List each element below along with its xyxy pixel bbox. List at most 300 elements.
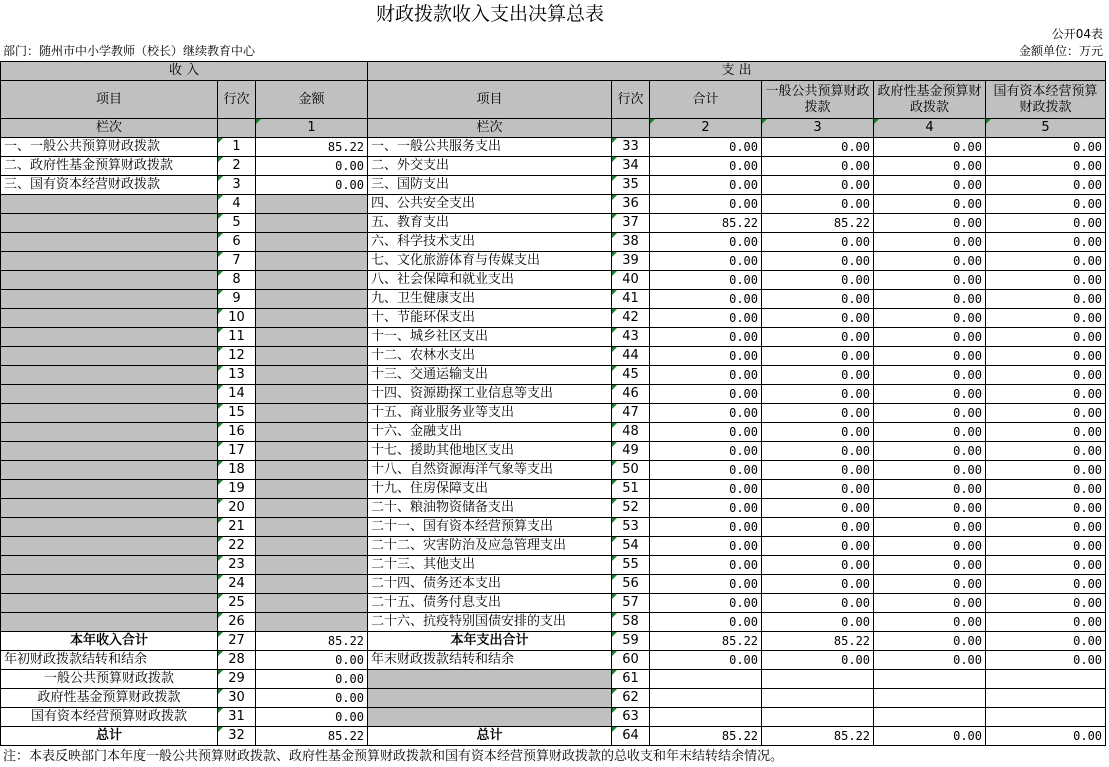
expense-line-no: 56 [612, 575, 650, 594]
expense-line-no: 38 [612, 233, 650, 252]
expense-state: 0.00 [986, 556, 1106, 575]
income-item: 一、一般公共预算财政拨款 [1, 138, 218, 157]
carry-in-amount: 0.00 [256, 651, 368, 670]
expense-state: 0.00 [986, 347, 1106, 366]
expense-total [650, 708, 762, 727]
income-col-label: 栏次 [1, 119, 218, 138]
income-item [1, 518, 218, 537]
expense-fund: 0.00 [874, 480, 986, 499]
carry-out-g: 0.00 [762, 651, 874, 670]
expense-total: 0.00 [650, 537, 762, 556]
income-item [1, 233, 218, 252]
income-item [1, 347, 218, 366]
expense-item: 十三、交通运输支出 [368, 366, 612, 385]
carryover-sub-row [1, 670, 1106, 689]
expense-general: 0.00 [762, 480, 874, 499]
expense-state: 0.00 [986, 423, 1106, 442]
grand-expense-s: 0.00 [986, 727, 1106, 746]
expense-state: 0.00 [986, 385, 1106, 404]
income-line-no: 11 [218, 328, 256, 347]
expense-fund: 0.00 [874, 556, 986, 575]
table-row [1, 442, 1106, 461]
expense-general: 0.00 [762, 575, 874, 594]
expense-fund: 0.00 [874, 404, 986, 423]
income-line-no: 6 [218, 233, 256, 252]
income-line-no: 30 [218, 689, 256, 708]
carry-in-sub-label: 政府性基金预算财政拨款 [1, 689, 218, 708]
income-line-no: 26 [218, 613, 256, 632]
income-item [1, 613, 218, 632]
expense-state: 0.00 [986, 537, 1106, 556]
expense-state: 0.00 [986, 575, 1106, 594]
income-line-no: 7 [218, 252, 256, 271]
income-line-no: 18 [218, 461, 256, 480]
table-row [1, 347, 1106, 366]
income-amount [256, 461, 368, 480]
income-amount [256, 214, 368, 233]
table-number: 公开04表 [1051, 27, 1103, 41]
expense-general: 0.00 [762, 138, 874, 157]
expense-item: 二十三、其他支出 [368, 556, 612, 575]
income-line-no: 25 [218, 594, 256, 613]
table-row [1, 138, 1106, 157]
income-amount [256, 423, 368, 442]
income-line-no: 29 [218, 670, 256, 689]
income-amount [256, 575, 368, 594]
expense-item: 十二、农林水支出 [368, 347, 612, 366]
income-line-no: 24 [218, 575, 256, 594]
expense-line-no: 42 [612, 309, 650, 328]
income-item [1, 309, 218, 328]
expense-general: 85.22 [762, 214, 874, 233]
expense-line-no: 62 [612, 689, 650, 708]
unit-label: 金额单位：万元 [1018, 44, 1103, 58]
expense-item: 十一、城乡社区支出 [368, 328, 612, 347]
expense-general: 0.00 [762, 385, 874, 404]
expense-year-total-label: 本年支出合计 [368, 632, 612, 651]
expense-line-no: 52 [612, 499, 650, 518]
income-item [1, 404, 218, 423]
expense-general: 0.00 [762, 195, 874, 214]
grand-total-amount: 85.22 [256, 727, 368, 746]
report-title: 财政拨款收入支出决算总表 [375, 3, 604, 25]
expense-state: 0.00 [986, 613, 1106, 632]
expense-fund [874, 689, 986, 708]
income-amount [256, 252, 368, 271]
table-row [1, 385, 1106, 404]
table-row [1, 309, 1106, 328]
expense-general [762, 689, 874, 708]
year-total-row [1, 632, 1106, 651]
table-row [1, 176, 1106, 195]
expense-total: 0.00 [650, 233, 762, 252]
income-line-no: 2 [218, 157, 256, 176]
expense-line-header: 行次 [612, 81, 650, 119]
expense-fund: 0.00 [874, 309, 986, 328]
expense-line-no: 51 [612, 480, 650, 499]
expense-fund: 0.00 [874, 157, 986, 176]
expense-line-no: 47 [612, 404, 650, 423]
expense-item: 二十四、债务还本支出 [368, 575, 612, 594]
col-number-5: 5 [986, 119, 1106, 138]
expense-fund: 0.00 [874, 347, 986, 366]
expense-item: 四、公共安全支出 [368, 195, 612, 214]
expense-item: 二十五、债务付息支出 [368, 594, 612, 613]
expense-line-no: 49 [612, 442, 650, 461]
income-line-header: 行次 [218, 81, 256, 119]
expense-section-header: 支 出 [368, 62, 1106, 81]
expense-state: 0.00 [986, 328, 1106, 347]
expense-item: 一、一般公共服务支出 [368, 138, 612, 157]
table-row [1, 613, 1106, 632]
col-number-3: 3 [762, 119, 874, 138]
expense-general: 0.00 [762, 442, 874, 461]
table-row [1, 195, 1106, 214]
income-line-no: 22 [218, 537, 256, 556]
expense-line-no: 60 [612, 651, 650, 670]
expense-fund: 0.00 [874, 423, 986, 442]
expense-fund: 0.00 [874, 613, 986, 632]
expense-fund: 0.00 [874, 366, 986, 385]
income-item [1, 385, 218, 404]
expense-total: 0.00 [650, 176, 762, 195]
expense-item: 三、国防支出 [368, 176, 612, 195]
expense-line-no: 57 [612, 594, 650, 613]
income-item [1, 556, 218, 575]
expense-line-no: 45 [612, 366, 650, 385]
expense-year-total-g: 85.22 [762, 632, 874, 651]
col-number-4: 4 [874, 119, 986, 138]
expense-general: 0.00 [762, 366, 874, 385]
income-amount [256, 385, 368, 404]
income-amount [256, 347, 368, 366]
carry-out-s: 0.00 [986, 651, 1106, 670]
expense-state: 0.00 [986, 290, 1106, 309]
expense-general [762, 708, 874, 727]
expense-state: 0.00 [986, 480, 1106, 499]
expense-fund [874, 670, 986, 689]
income-amount [256, 613, 368, 632]
expense-fund: 0.00 [874, 575, 986, 594]
expense-line-no: 55 [612, 556, 650, 575]
income-amount [256, 233, 368, 252]
expense-total: 0.00 [650, 290, 762, 309]
expense-line-no: 35 [612, 176, 650, 195]
income-amount [256, 537, 368, 556]
income-line-no: 27 [218, 632, 256, 651]
carry-in-sub-label: 国有资本经营预算财政拨款 [1, 708, 218, 727]
grand-expense-t: 85.22 [650, 727, 762, 746]
table-row [1, 157, 1106, 176]
income-item [1, 575, 218, 594]
expense-item: 十七、援助其他地区支出 [368, 442, 612, 461]
expense-fund: 0.00 [874, 195, 986, 214]
income-item [1, 214, 218, 233]
expense-line-no: 41 [612, 290, 650, 309]
expense-total [650, 689, 762, 708]
expense-state: 0.00 [986, 366, 1106, 385]
expense-total: 0.00 [650, 309, 762, 328]
income-line-no: 4 [218, 195, 256, 214]
expense-line-no: 53 [612, 518, 650, 537]
expense-total: 0.00 [650, 518, 762, 537]
income-amount-header: 金额 [256, 81, 368, 119]
expense-item: 五、教育支出 [368, 214, 612, 233]
income-amount [256, 518, 368, 537]
income-amount: 85.22 [256, 138, 368, 157]
expense-state: 0.00 [986, 594, 1106, 613]
expense-general: 0.00 [762, 499, 874, 518]
expense-item [368, 708, 612, 727]
income-line-no: 19 [218, 480, 256, 499]
general-budget-header: 一般公共预算财政拨款 [762, 81, 874, 119]
table-row [1, 480, 1106, 499]
expense-general: 0.00 [762, 309, 874, 328]
income-item [1, 271, 218, 290]
expense-fund: 0.00 [874, 290, 986, 309]
income-amount [256, 309, 368, 328]
expense-general [762, 670, 874, 689]
total-header: 合计 [650, 81, 762, 119]
expense-line-no: 44 [612, 347, 650, 366]
state-capital-header: 国有资本经营预算财政拨款 [986, 81, 1106, 119]
income-amount [256, 442, 368, 461]
income-line-no: 20 [218, 499, 256, 518]
income-amount [256, 480, 368, 499]
expense-line-no: 33 [612, 138, 650, 157]
expense-total: 0.00 [650, 328, 762, 347]
table-row [1, 271, 1106, 290]
expense-line-no: 36 [612, 195, 650, 214]
expense-line-no: 40 [612, 271, 650, 290]
expense-general: 0.00 [762, 271, 874, 290]
grand-total-label: 总计 [1, 727, 218, 746]
expense-line-no: 63 [612, 708, 650, 727]
expense-state [986, 670, 1106, 689]
carry-in-sub-amount: 0.00 [256, 689, 368, 708]
expense-item: 十四、资源勘探工业信息等支出 [368, 385, 612, 404]
expense-line-no: 58 [612, 613, 650, 632]
table-row [1, 252, 1106, 271]
table-row [1, 594, 1106, 613]
expense-total: 0.00 [650, 404, 762, 423]
expense-state [986, 689, 1106, 708]
expense-total: 0.00 [650, 594, 762, 613]
income-year-total-label: 本年收入合计 [1, 632, 218, 651]
expense-state: 0.00 [986, 252, 1106, 271]
income-item [1, 252, 218, 271]
expense-item: 九、卫生健康支出 [368, 290, 612, 309]
expense-state: 0.00 [986, 461, 1106, 480]
income-item [1, 594, 218, 613]
expense-line-no: 46 [612, 385, 650, 404]
expense-state: 0.00 [986, 442, 1106, 461]
expense-total: 0.00 [650, 157, 762, 176]
expense-item: 二十六、抗疫特别国债安排的支出 [368, 613, 612, 632]
income-item: 二、政府性基金预算财政拨款 [1, 157, 218, 176]
column-number-row [1, 119, 1106, 138]
expense-line-no: 54 [612, 537, 650, 556]
expense-general: 0.00 [762, 157, 874, 176]
col-number-2: 2 [650, 119, 762, 138]
income-amount [256, 499, 368, 518]
carry-in-label: 年初财政拨款结转和结余 [1, 651, 218, 670]
carry-out-label: 年末财政拨款结转和结余 [368, 651, 612, 670]
expense-fund: 0.00 [874, 271, 986, 290]
income-item [1, 480, 218, 499]
income-line-no: 14 [218, 385, 256, 404]
expense-total: 0.00 [650, 461, 762, 480]
table-row [1, 518, 1106, 537]
income-line-no: 8 [218, 271, 256, 290]
expense-general: 0.00 [762, 556, 874, 575]
expense-state: 0.00 [986, 499, 1106, 518]
grand-expense-g: 85.22 [762, 727, 874, 746]
income-item [1, 423, 218, 442]
expense-item: 八、社会保障和就业支出 [368, 271, 612, 290]
grand-total-row [1, 727, 1106, 746]
expense-general: 0.00 [762, 423, 874, 442]
expense-total: 0.00 [650, 138, 762, 157]
income-year-total-amount: 85.22 [256, 632, 368, 651]
income-item [1, 537, 218, 556]
expense-total: 0.00 [650, 499, 762, 518]
income-amount [256, 290, 368, 309]
income-item [1, 290, 218, 309]
expense-item: 二十、粮油物资储备支出 [368, 499, 612, 518]
expense-general: 0.00 [762, 594, 874, 613]
table-row [1, 328, 1106, 347]
expense-fund: 0.00 [874, 328, 986, 347]
expense-state: 0.00 [986, 233, 1106, 252]
expense-state: 0.00 [986, 518, 1106, 537]
income-line-no: 3 [218, 176, 256, 195]
expense-year-total-t: 85.22 [650, 632, 762, 651]
expense-fund: 0.00 [874, 537, 986, 556]
income-item [1, 195, 218, 214]
expense-general: 0.00 [762, 290, 874, 309]
expense-general: 0.00 [762, 347, 874, 366]
table-row [1, 575, 1106, 594]
expense-general: 0.00 [762, 537, 874, 556]
table-row [1, 461, 1106, 480]
income-amount: 0.00 [256, 176, 368, 195]
expense-state: 0.00 [986, 195, 1106, 214]
expense-total: 85.22 [650, 214, 762, 233]
expense-state: 0.00 [986, 309, 1106, 328]
expense-state [986, 708, 1106, 727]
income-item [1, 328, 218, 347]
expense-line-no: 37 [612, 214, 650, 233]
expense-total: 0.00 [650, 195, 762, 214]
expense-fund: 0.00 [874, 594, 986, 613]
table-row [1, 290, 1106, 309]
income-line-no: 12 [218, 347, 256, 366]
income-amount [256, 404, 368, 423]
expense-item: 十八、自然资源海洋气象等支出 [368, 461, 612, 480]
expense-total: 0.00 [650, 423, 762, 442]
expense-line-no: 48 [612, 423, 650, 442]
carry-in-sub-amount: 0.00 [256, 670, 368, 689]
carryover-sub-row [1, 708, 1106, 727]
col-number-1: 1 [256, 119, 368, 138]
expense-fund: 0.00 [874, 138, 986, 157]
income-line-no: 5 [218, 214, 256, 233]
grand-expense-label: 总计 [368, 727, 612, 746]
department-label: 部门：随州市中小学教师（校长）继续教育中心 [3, 44, 256, 58]
expense-general: 0.00 [762, 176, 874, 195]
expense-line-no: 39 [612, 252, 650, 271]
expense-general: 0.00 [762, 233, 874, 252]
expense-item: 二、外交支出 [368, 157, 612, 176]
expense-item: 十九、住房保障支出 [368, 480, 612, 499]
expense-state: 0.00 [986, 157, 1106, 176]
income-line-no: 31 [218, 708, 256, 727]
expense-fund: 0.00 [874, 461, 986, 480]
expense-item: 七、文化旅游体育与传媒支出 [368, 252, 612, 271]
expense-state: 0.00 [986, 138, 1106, 157]
footnote: 注：本表反映部门本年度一般公共预算财政拨款、政府性基金预算财政拨款和国有资本经营预算财政拨款的总收支和年末结转结余情况。 [3, 749, 784, 764]
expense-total: 0.00 [650, 556, 762, 575]
expense-general: 0.00 [762, 461, 874, 480]
income-line-no: 1 [218, 138, 256, 157]
expense-line-no: 61 [612, 670, 650, 689]
expense-item-header: 项目 [368, 81, 612, 119]
table-row [1, 423, 1106, 442]
expense-fund: 0.00 [874, 518, 986, 537]
expense-general: 0.00 [762, 328, 874, 347]
income-line-no: 13 [218, 366, 256, 385]
expense-total: 0.00 [650, 385, 762, 404]
income-line-no: 15 [218, 404, 256, 423]
expense-item: 十、节能环保支出 [368, 309, 612, 328]
expense-line-no: 50 [612, 461, 650, 480]
expense-item [368, 689, 612, 708]
expense-general: 0.00 [762, 404, 874, 423]
income-amount: 0.00 [256, 157, 368, 176]
income-line-no: 17 [218, 442, 256, 461]
expense-item [368, 670, 612, 689]
fund-budget-header: 政府性基金预算财政拨款 [874, 81, 986, 119]
expense-state: 0.00 [986, 214, 1106, 233]
expense-total: 0.00 [650, 252, 762, 271]
table-row [1, 556, 1106, 575]
income-item [1, 461, 218, 480]
income-item [1, 442, 218, 461]
expense-total: 0.00 [650, 575, 762, 594]
income-amount [256, 594, 368, 613]
expense-fund: 0.00 [874, 499, 986, 518]
table-row [1, 366, 1106, 385]
income-item: 三、国有资本经营财政拨款 [1, 176, 218, 195]
expense-year-total-f: 0.00 [874, 632, 986, 651]
expense-state: 0.00 [986, 404, 1106, 423]
income-item-header: 项目 [1, 81, 218, 119]
expense-general: 0.00 [762, 613, 874, 632]
expense-fund: 0.00 [874, 385, 986, 404]
column-header-row [1, 81, 1106, 119]
expense-total [650, 670, 762, 689]
section-header-row [1, 62, 1106, 81]
table-row [1, 233, 1106, 252]
expense-line-no: 34 [612, 157, 650, 176]
carry-out-t: 0.00 [650, 651, 762, 670]
expense-fund [874, 708, 986, 727]
expense-total: 0.00 [650, 613, 762, 632]
expense-total: 0.00 [650, 366, 762, 385]
table-row [1, 499, 1106, 518]
income-line-no: 28 [218, 651, 256, 670]
